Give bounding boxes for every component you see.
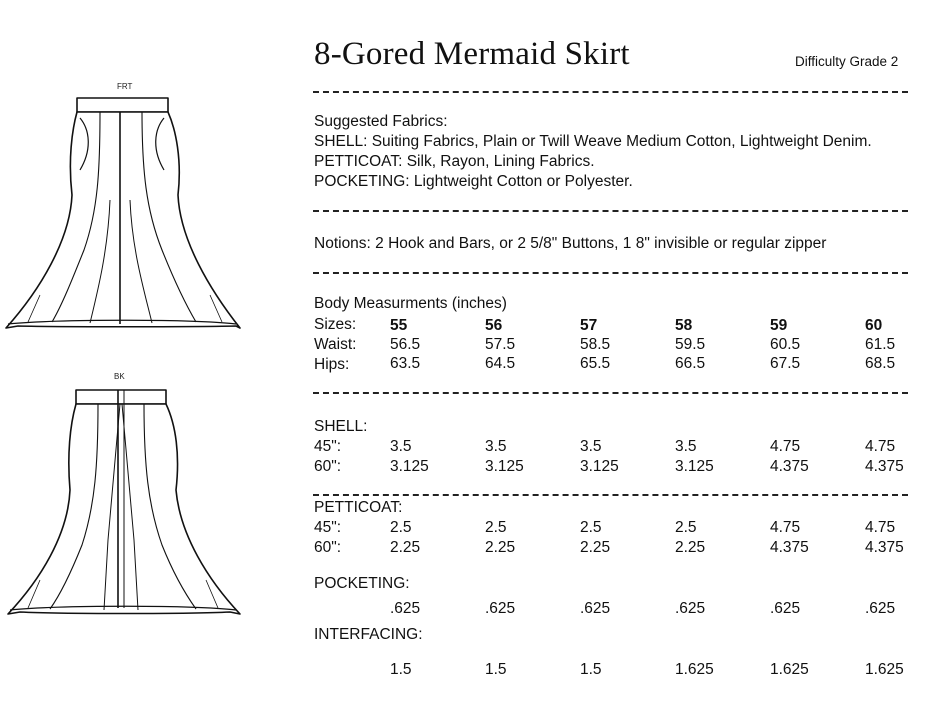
shell-45-value: 4.75 [865,438,896,455]
petticoat-45-value: 2.5 [485,519,507,536]
divider [313,392,908,394]
fabrics-heading: Suggested Fabrics: [314,113,448,130]
fabric-pocketing: POCKETING: Lightweight Cotton or Polyester. [314,173,633,190]
fabric-shell: SHELL: Suiting Fabrics, Plain or Twill Weave Medium Cotton, Lightweight Denim. [314,133,872,150]
hips-value: 68.5 [865,355,896,372]
waist-value: 57.5 [485,336,516,353]
shell-45-value: 3.5 [580,438,602,455]
petticoat-60-value: 2.25 [485,539,516,556]
shell-45-value: 4.75 [770,438,801,455]
shell-60-value: 3.125 [485,458,524,475]
divider [313,210,908,212]
petticoat-45-value: 2.5 [390,519,412,536]
page-title: 8-Gored Mermaid Skirt [314,36,630,72]
shell-45-label: 45": [314,438,342,455]
pocketing-value: .625 [390,600,421,617]
pocketing-value: .625 [675,600,706,617]
hips-value: 63.5 [390,355,421,372]
interfacing-value: 1.625 [865,661,904,678]
shell-60-label: 60": [314,458,342,475]
back-skirt-illustration [0,380,250,640]
petticoat-45-value: 4.75 [770,519,801,536]
pocketing-value: .625 [485,600,516,617]
waist-value: 56.5 [390,336,421,353]
shell-60-value: 4.375 [770,458,809,475]
size-value: 57 [580,317,598,334]
hips-value: 67.5 [770,355,801,372]
shell-45-value: 3.5 [390,438,412,455]
waist-value: 61.5 [865,336,896,353]
pocketing-value: .625 [770,600,801,617]
petticoat-60-value: 2.25 [675,539,706,556]
waist-value: 58.5 [580,336,611,353]
difficulty-grade: Difficulty Grade 2 [795,54,899,69]
waist-value: 59.5 [675,336,706,353]
petticoat-heading: PETTICOAT: [314,499,403,516]
petticoat-45-label: 45": [314,519,342,536]
body-measurements-heading: Body Measurments (inches) [314,295,507,312]
front-view-label: FRT [117,82,133,91]
size-value: 60 [865,317,883,334]
petticoat-45-value: 2.5 [580,519,602,536]
interfacing-value: 1.5 [485,661,507,678]
divider [313,494,908,496]
sizes-label: Sizes: [314,316,357,333]
shell-45-value: 3.5 [485,438,507,455]
pocketing-value: .625 [580,600,611,617]
petticoat-45-value: 4.75 [865,519,896,536]
notions-text: Notions: 2 Hook and Bars, or 2 5/8" Buttons, 1 8" invisible or regular zipper [314,235,827,252]
petticoat-60-label: 60": [314,539,342,556]
divider [313,272,908,274]
divider [313,91,908,93]
shell-heading: SHELL: [314,418,368,435]
hips-label: Hips: [314,356,350,373]
waist-label: Waist: [314,336,357,353]
pocketing-value: .625 [865,600,896,617]
fabric-petticoat: PETTICOAT: Silk, Rayon, Lining Fabrics. [314,153,595,170]
shell-60-value: 3.125 [675,458,714,475]
interfacing-value: 1.625 [675,661,714,678]
interfacing-value: 1.5 [390,661,412,678]
shell-60-value: 3.125 [390,458,429,475]
front-skirt-illustration [0,90,250,350]
hips-value: 65.5 [580,355,611,372]
petticoat-45-value: 2.5 [675,519,697,536]
interfacing-value: 1.5 [580,661,602,678]
size-value: 58 [675,317,693,334]
petticoat-60-value: 2.25 [580,539,611,556]
size-value: 56 [485,317,503,334]
size-value: 59 [770,317,788,334]
interfacing-value: 1.625 [770,661,809,678]
shell-45-value: 3.5 [675,438,697,455]
shell-60-value: 3.125 [580,458,619,475]
petticoat-60-value: 4.375 [770,539,809,556]
size-value: 55 [390,317,408,334]
pocketing-heading: POCKETING: [314,575,410,592]
back-view-label: BK [114,372,125,381]
interfacing-heading: INTERFACING: [314,626,423,643]
hips-value: 64.5 [485,355,516,372]
shell-60-value: 4.375 [865,458,904,475]
petticoat-60-value: 4.375 [865,539,904,556]
waist-value: 60.5 [770,336,801,353]
petticoat-60-value: 2.25 [390,539,421,556]
hips-value: 66.5 [675,355,706,372]
